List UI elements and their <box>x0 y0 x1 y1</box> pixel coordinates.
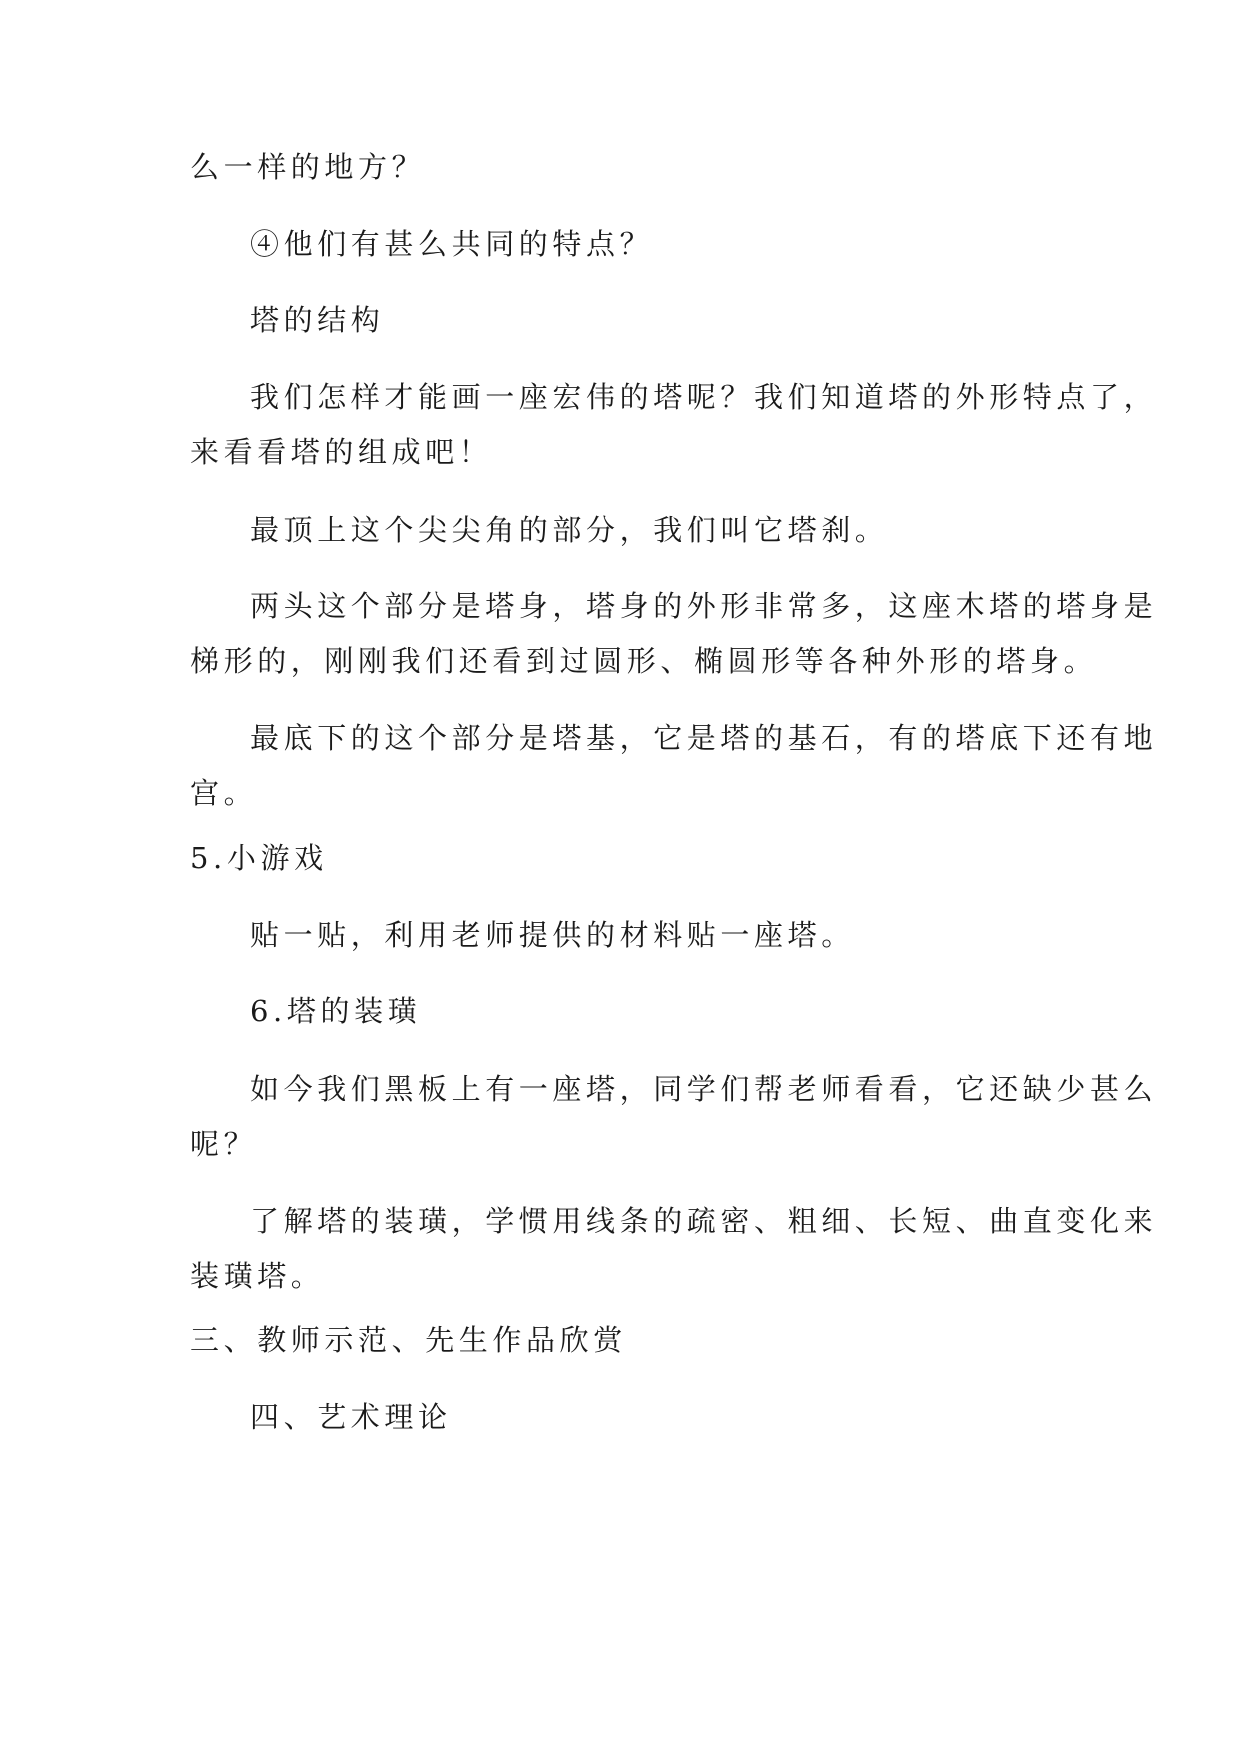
text-line: 么一样的地方？ <box>190 150 426 184</box>
text-line: 了解塔的装璜，学惯用线条的疏密、粗细、长短、曲直变化来 <box>250 1204 1158 1238</box>
section-heading: 塔的结构 <box>250 303 385 337</box>
text-line: 如今我们黑板上有一座塔，同学们帮老师看看，它还缺少甚么 <box>250 1072 1158 1106</box>
text-line: ④他们有甚么共同的特点？ <box>250 227 654 261</box>
text-line: 来看看塔的组成吧！ <box>190 435 493 469</box>
text-line: 宫。 <box>190 776 258 810</box>
text-line: 呢？ <box>190 1127 258 1161</box>
text-line: 最顶上这个尖尖角的部分，我们叫它塔刹。 <box>250 513 889 547</box>
text-line: 最底下的这个部分是塔基，它是塔的基石，有的塔底下还有地 <box>250 721 1158 755</box>
text-line: 梯形的，刚刚我们还看到过圆形、椭圆形等各种外形的塔身。 <box>190 644 1098 678</box>
text-line: 贴一贴，利用老师提供的材料贴一座塔。 <box>250 918 855 952</box>
section-heading: 四、艺术理论 <box>250 1400 452 1434</box>
section-heading: 6.塔的装璜 <box>250 994 422 1028</box>
section-heading: 三、教师示范、先生作品欣赏 <box>190 1323 627 1357</box>
section-heading: 5.小游戏 <box>190 841 328 875</box>
text-line: 我们怎样才能画一座宏伟的塔呢？我们知道塔的外形特点了， <box>250 380 1158 414</box>
text-line: 装璜塔。 <box>190 1259 325 1293</box>
text-line: 两头这个部分是塔身，塔身的外形非常多，这座木塔的塔身是 <box>250 589 1158 623</box>
